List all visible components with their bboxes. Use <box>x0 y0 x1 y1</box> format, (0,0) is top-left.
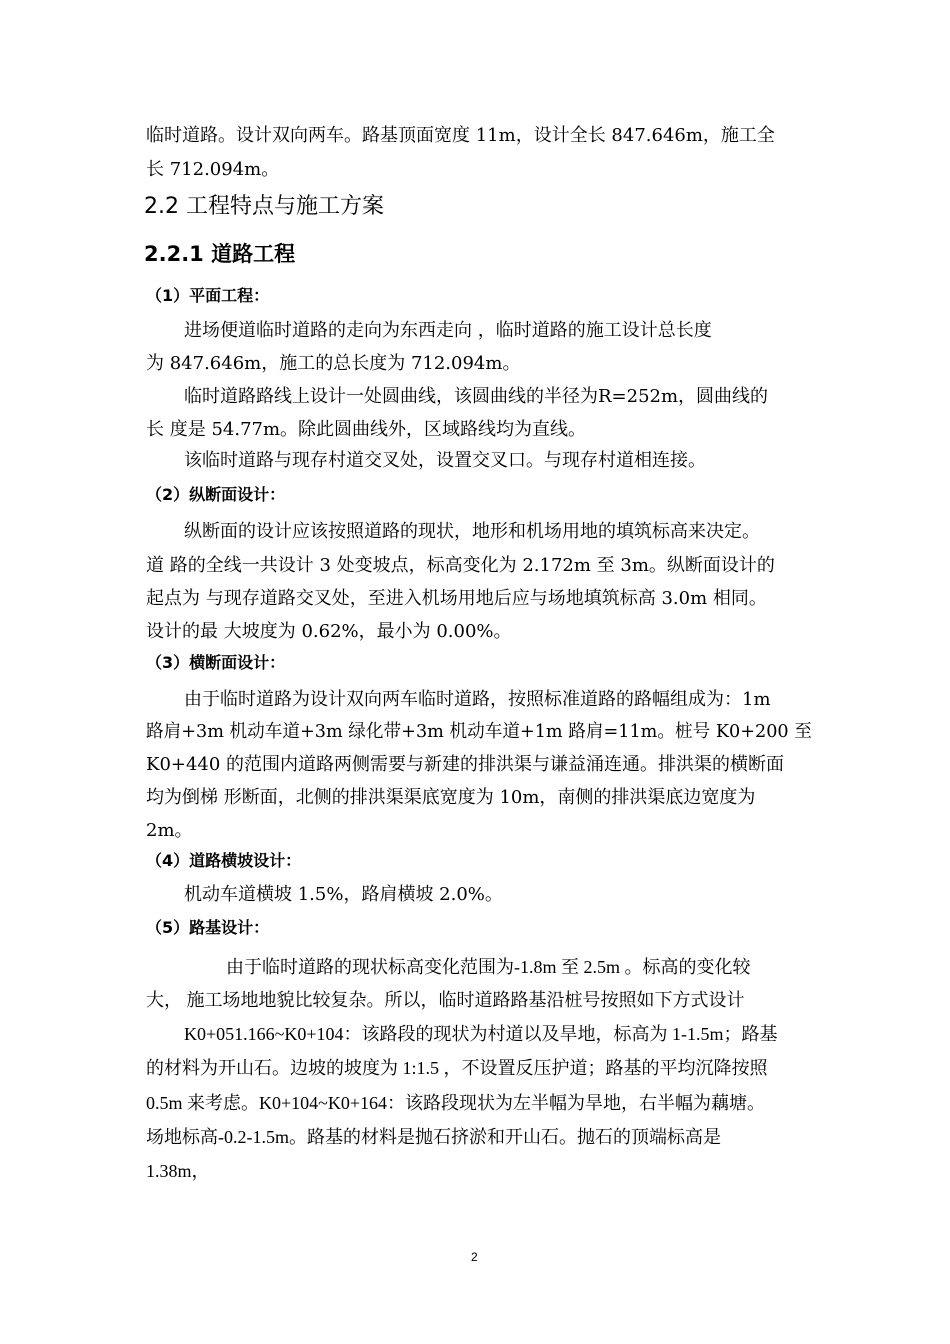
item-heading-subgrade: （5）路基设计： <box>146 918 270 937</box>
section-title: 2.2 工程特点与施工方案 <box>144 194 384 219</box>
paragraph-line: 场地标高-0.2-1.5m。路基的材料是抛石挤淤和开山石。抛石的顶端标高是 <box>146 1127 721 1147</box>
paragraph-line: 1.38m， <box>146 1161 210 1181</box>
paragraph-line: K0+440 的范围内道路两侧需要与新建的排洪渠与谦益涌连通。排洪渠的横断面 <box>146 754 785 775</box>
paragraph-line: K0+051.166~K0+104：该路段的现状为村道以及旱地，标高为 1-1.5m；路基 <box>184 1024 778 1044</box>
intro-line-2: 长 712.094m。 <box>146 159 280 180</box>
paragraph-line: 0.5m 来考虑。K0+104~K0+164：该路段现状为左半幅为旱地，右半幅为藕塘。 <box>146 1093 766 1113</box>
paragraph-line: 机动车道横坡 1.5%，路肩横坡 2.0%。 <box>184 884 503 905</box>
paragraph-line: 纵断面的设计应该按照道路的现状，地形和机场用地的填筑标高来决定。 <box>184 521 760 542</box>
item-heading-crossfall: （4）道路横坡设计： <box>146 851 302 870</box>
paragraph-line: 大， 施工场地地貌比较复杂。所以，临时道路路基沿桩号按照如下方式设计 <box>146 990 745 1010</box>
item-heading-cross-section: （3）横断面设计： <box>146 653 286 672</box>
paragraph-line: 的材料为开山石。边坡的坡度为 1:1.5 ，不设置反压护道；路基的平均沉降按照 <box>146 1058 768 1078</box>
paragraph-line: 由于临时道路为设计双向两车临时道路，按照标准道路的路幅组成为：1m <box>184 689 771 710</box>
item-heading-plane: （1）平面工程： <box>146 286 270 305</box>
paragraph-line: 该临时道路与现存村道交叉处，设置交叉口。与现存村道相连接。 <box>184 450 706 471</box>
paragraph-line: 长 度是 54.77m。除此圆曲线外，区域路线均为直线。 <box>146 419 587 440</box>
page-number: 2 <box>471 1250 478 1264</box>
paragraph-line: 2m。 <box>146 820 193 841</box>
paragraph-line: 均为倒梯 形断面，北侧的排洪渠渠底宽度为 10m，南侧的排洪渠底边宽度为 <box>146 787 756 808</box>
paragraph-line: 路肩+3m 机动车道+3m 绿化带+3m 机动车道+1m 路肩=11m。桩号 K0+200 至 <box>146 721 812 742</box>
subsection-title: 2.2.1 道路工程 <box>144 242 296 266</box>
item-heading-profile: （2）纵断面设计： <box>146 485 286 504</box>
paragraph-line: 进场便道临时道路的走向为东西走向 ，临时道路的施工设计总长度 <box>184 320 712 341</box>
paragraph-line: 设计的最 大坡度为 0.62%，最小为 0.00%。 <box>146 621 512 642</box>
paragraph-line: 临时道路路线上设计一处圆曲线，该圆曲线的半径为R=252m，圆曲线的 <box>184 386 769 407</box>
intro-line-1: 临时道路。设计双向两车。路基顶面宽度 11m，设计全长 847.646m，施工全 <box>146 125 775 146</box>
paragraph-line: 道 路的全线一共设计 3 处变坡点，标高变化为 2.172m 至 3m。纵断面设计的 <box>146 555 775 576</box>
paragraph-line: 为 847.646m，施工的总长度为 712.094m。 <box>146 353 521 374</box>
paragraph-line: 由于临时道路的现状标高变化范围为-1.8m 至 2.5m 。标高的变化较 <box>226 957 751 977</box>
paragraph-line: 起点为 与现存道路交叉处，至进入机场用地后应与场地填筑标高 3.0m 相同。 <box>146 588 767 609</box>
